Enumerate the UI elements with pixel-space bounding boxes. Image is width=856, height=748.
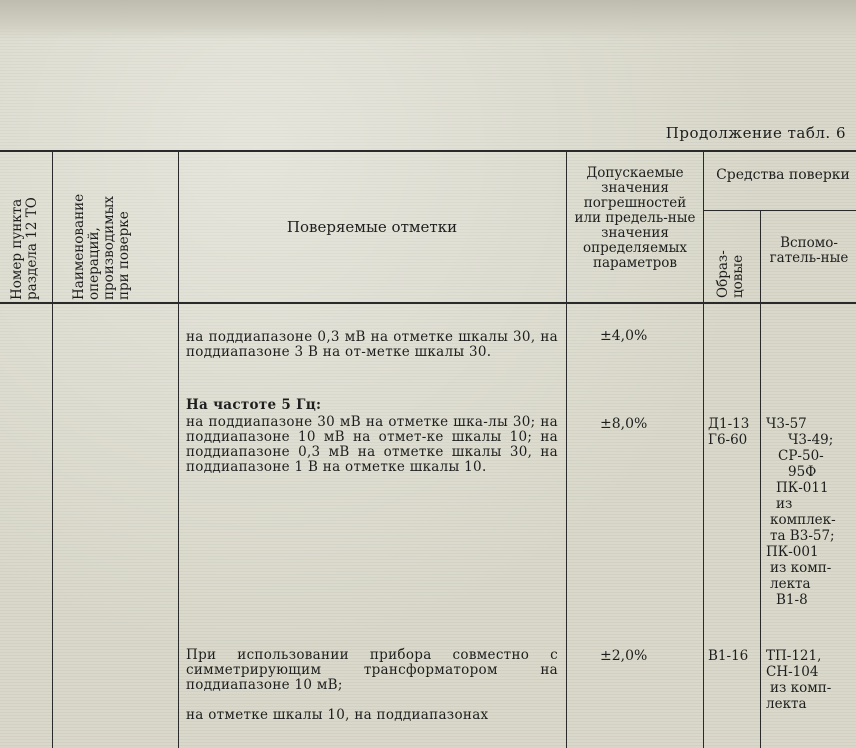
row3-reference-item: В1-16: [708, 648, 749, 664]
row3-text-continued: на отметке шкалы 10, на поддиапазонах: [186, 707, 489, 723]
row2-heading: На частоте 5 Гц:: [186, 397, 322, 413]
row3-aux-item: СН-104: [766, 664, 819, 680]
row3-aux-item: лекта: [766, 696, 807, 712]
col-divider-4: [703, 152, 704, 748]
verification-table: [0, 150, 856, 748]
header-tolerance: Допускаемые значения погрешностей или предель-ные значения определяемых параметров: [574, 165, 696, 271]
row2-aux-item: лекта: [770, 576, 811, 592]
row2-reference: [708, 416, 749, 448]
row3-text: При использовании прибора совместно с симметрирующим трансформатором на поддиапазоне 10 мВ;: [186, 647, 558, 693]
subheader-line: [703, 210, 856, 211]
row2-reference-item: Г6-60: [708, 432, 748, 448]
row2-aux-item: та В3-57;: [770, 528, 835, 544]
header-checked-marks: Поверяемые отметки: [286, 218, 458, 236]
row2-aux-item: ПК-001: [766, 544, 819, 560]
row3-reference: [708, 648, 748, 664]
col-divider-2: [178, 152, 179, 748]
row3-value: ±2,0%: [600, 648, 648, 664]
row2-aux-item: ПК-011: [776, 480, 829, 496]
row2-auxiliary: [766, 416, 854, 608]
row2-aux-item: СР-50-: [778, 448, 824, 464]
header-auxiliary: Вспомо-гатель-ные: [769, 235, 849, 266]
header-operation-name: Наименование операций, производимых при поверке: [71, 193, 132, 300]
row2-reference-item: Д1-13: [708, 416, 750, 432]
row2-value: ±8,0%: [600, 416, 648, 432]
header-item-number: Номер пункта раздела 12 ТО: [9, 197, 40, 300]
scan-shadow: [0, 0, 856, 40]
header-reference: Образ- цовые: [715, 250, 746, 298]
row2-aux-item: комплек-: [770, 512, 836, 528]
row2-aux-item: В1-8: [776, 592, 808, 608]
header-verification-means: Средства поверки: [716, 167, 850, 183]
col-divider-1: [52, 152, 53, 748]
row2-aux-item: из комп-: [770, 560, 832, 576]
col-divider-3: [566, 152, 567, 748]
table-caption: Продолжение табл. 6: [665, 124, 846, 142]
col-divider-5: [760, 210, 761, 748]
row3-auxiliary: [766, 648, 854, 712]
row2-aux-item: из: [776, 496, 793, 512]
row2-aux-item: Ч3-57: [766, 416, 807, 432]
row3-aux-item: ТП-121,: [766, 648, 822, 664]
row2-aux-item: Ч3-49;: [788, 432, 834, 448]
header-bottom-line: [0, 302, 856, 304]
row1-value: ±4,0%: [600, 328, 648, 344]
row3-aux-item: из комп-: [770, 680, 832, 696]
row1-text: на поддиапазоне 0,3 мВ на отметке шкалы 30, на поддиапазоне 3 В на от-метке шкалы 30.: [186, 329, 558, 360]
row2-aux-item: 95Ф: [788, 464, 817, 480]
row2-text: на поддиапазоне 30 мВ на отметке шка-лы 30; на поддиапазоне 10 мВ на отмет-ке шкалы 10; на поддиапазоне 0,3 мВ на отметке шкалы 30, на поддиапазоне 1 В на отметке шкалы 10.: [186, 414, 558, 475]
